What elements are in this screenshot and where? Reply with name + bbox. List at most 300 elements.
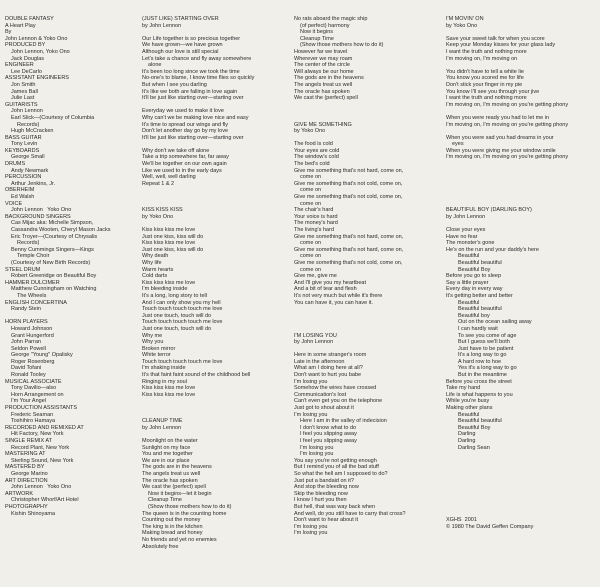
text-line: You say you're not getting enough <box>294 457 377 464</box>
text-line: We cast the (perfect) spell <box>142 484 206 491</box>
text-line: Absolutely free <box>142 543 179 550</box>
text-line: What am I doing here at all? <box>294 365 363 372</box>
text-line: Kiss kiss kiss me love <box>142 227 196 233</box>
text-line <box>446 504 596 511</box>
text-line: Our Life together is so precious together <box>142 35 241 42</box>
text-line <box>142 398 290 405</box>
text-line: It's time to spread our wings and fly <box>142 121 229 128</box>
text-line: Why can't we be making love nice and easy <box>142 114 249 121</box>
text-line: And a bit of tear and flesh <box>294 286 357 293</box>
text-line: He's on the run and your daddy's here <box>446 246 539 253</box>
text-line: You can have it, you can have it. <box>294 299 373 306</box>
text-line: Out on the ocean sailing away <box>458 319 532 326</box>
text-line: And I can only show you my hell <box>142 299 221 306</box>
text-line: Don't let another day go by my love <box>142 128 229 135</box>
text-line: by John Lennon <box>142 22 182 29</box>
text-line: BEAUTIFUL BOY (DARLING BOY) <box>446 207 532 214</box>
text-line: Warm hearts <box>142 266 174 273</box>
text-line: The monster's gone <box>446 240 495 247</box>
text-line: Christopher Whorf/Art Hotel <box>11 497 79 504</box>
text-line <box>142 141 290 148</box>
text-line: But when I see you darling <box>142 81 207 88</box>
text-line: Sunlight on my face <box>142 444 191 451</box>
text-line: Your eyes are cold <box>294 147 340 154</box>
text-line: I'm moving on, I'm moving on you're getting phony <box>446 121 569 128</box>
text-line: The angels treat us well <box>142 470 201 477</box>
text-line: Just one touch, touch will do <box>142 312 212 319</box>
text-line <box>294 313 444 320</box>
text-line: Just put a bandaid on it? <box>294 477 354 484</box>
text-line: The living's hard <box>294 227 334 233</box>
text-line: Give me something that's not hard, come on, <box>294 246 404 253</box>
text-line: I'm shaking inside <box>142 365 186 372</box>
text-line: Before you cross the street <box>446 378 512 385</box>
text-line: Beautiful beautiful <box>458 418 502 425</box>
text-line: come on <box>300 266 322 273</box>
text-line: Arthur Jenkins, Jr. <box>11 180 56 187</box>
text-line: Kiss kiss kiss me love <box>142 240 196 247</box>
text-line: Records) <box>17 121 40 128</box>
text-line: John Lennon Yoko Ono <box>11 207 72 214</box>
text-line: I'm losing you <box>294 378 328 385</box>
text-line: Why you <box>142 339 164 346</box>
text-line: Hit Factory, New York <box>11 431 64 438</box>
text-line: Don't want to hurt you babe <box>294 372 362 379</box>
text-line: John Lennon Yoko Ono <box>11 484 72 491</box>
text-line: Cleanup Time <box>148 497 182 504</box>
text-line: DRUMS <box>5 161 26 168</box>
text-line: The food is cold <box>294 141 333 148</box>
text-line: It's getting better and better <box>446 292 513 299</box>
text-line: come on <box>300 240 322 247</box>
text-line: ENGLISH CONCERTINA <box>5 299 67 306</box>
text-line: And stop the bleeding now <box>294 484 359 491</box>
text-line <box>294 306 444 313</box>
text-line: Yes it's a long way to go <box>458 365 517 372</box>
text-line: Every day in every way <box>446 286 503 293</box>
text-line: A Heart Play <box>5 22 36 29</box>
text-line: Moonlight on the water <box>142 438 198 444</box>
text-line <box>446 108 596 115</box>
text-line: Lee DeCarlo <box>11 68 42 75</box>
text-line: It'll be just like starting over—starting over <box>142 95 244 102</box>
text-line: Here in some stranger's room <box>294 352 367 359</box>
text-line: Making bread and honey <box>142 530 203 537</box>
text-line: No-one's to blame, I know time flies so quickly <box>142 75 255 82</box>
text-line: Somehow the wires have crossed <box>294 385 377 392</box>
text-line <box>446 220 596 227</box>
text-line: MASTERING AT <box>5 451 46 458</box>
text-line: Touch touch touch touch me love <box>142 306 223 313</box>
text-line: I can hardly wait <box>458 325 498 332</box>
text-line: The money's hard <box>294 220 338 227</box>
text-line <box>446 471 596 478</box>
text-line: You didn't have to tell a white lie <box>446 68 524 75</box>
text-line: John Parran <box>11 339 41 346</box>
text-line: But I guess we'll both <box>458 339 510 346</box>
text-line: The chair's hard <box>294 207 334 214</box>
text-line: Roger Rosenberg <box>11 358 55 365</box>
text-line: Kishin Shinoyama <box>11 510 56 517</box>
text-line <box>446 201 596 208</box>
text-line: I don't know what to do <box>300 424 357 431</box>
text-line: Late in the afternoon <box>294 358 345 365</box>
text-line: STEEL DRUM <box>5 266 41 273</box>
text-line <box>142 201 290 208</box>
text-line: Julie Last <box>11 95 35 102</box>
text-line: come on <box>300 200 322 207</box>
text-line: Your voice is hard <box>294 213 338 220</box>
text-line: Give me something that's not hard, come on, <box>294 167 404 174</box>
text-line <box>446 491 596 498</box>
text-line: PHOTOGRAPHY <box>5 503 48 510</box>
text-line: Counting out the money <box>142 517 201 524</box>
text-line: Let's take a chance and fly away somewhere <box>142 55 252 62</box>
text-line: Here I am in the valley of indecision <box>300 418 387 425</box>
text-line: BASS GUITAR <box>5 134 42 141</box>
text-line: Beautiful boy <box>458 312 490 319</box>
text-line: Cold darts <box>142 273 168 280</box>
text-line: Just one touch, touch will do <box>142 325 212 332</box>
text-line <box>142 405 290 412</box>
text-line: Now it begins <box>300 29 334 36</box>
text-line: I'm losing you <box>300 451 334 458</box>
text-line: alone <box>148 62 162 69</box>
text-line: BACKGROUND SINGERS <box>5 213 71 220</box>
text-line: Grant Hungerford <box>11 332 54 339</box>
text-line: It's that faint faint sound of the childhood bell <box>142 372 251 379</box>
text-line: ASSISTANT ENGINEERS <box>5 75 69 82</box>
text-line: The window's cold <box>294 154 339 161</box>
text-line: ART DIRECTION <box>5 477 48 484</box>
text-line: Have no fear <box>446 233 478 240</box>
text-line <box>142 220 290 227</box>
text-line: Communication's lost <box>294 391 347 398</box>
text-line: Randy Stein <box>11 306 41 313</box>
text-line: The Wheels <box>17 292 47 299</box>
text-line: come on <box>300 253 322 260</box>
text-line: I'm losing you <box>294 530 328 537</box>
text-line: Don't want to hear about it <box>294 517 359 524</box>
text-line: Seldon Powell <box>11 345 46 352</box>
text-line: George "Young" Opalisky <box>11 352 73 359</box>
text-line: GUITARISTS <box>5 101 38 108</box>
text-line: The queen is in the counting home <box>142 510 227 517</box>
text-line: John Lennon <box>11 108 43 115</box>
text-line: But I remind you of all the bad stuff <box>294 464 379 471</box>
text-line: Just have to be patient <box>458 345 514 352</box>
text-line: Why don't we take off alone <box>142 147 210 154</box>
text-line <box>446 484 596 491</box>
text-line: © 1980 The David Geffen Company <box>446 523 534 530</box>
text-line: It's not very much but while it's there <box>294 292 383 299</box>
text-line: Give me something that's not cold, come on, <box>294 259 403 266</box>
text-line: The bed's cold <box>294 161 330 168</box>
text-line: Cleanup Time <box>300 35 334 42</box>
text-line <box>5 313 140 320</box>
text-line: by Yoko Ono <box>142 213 174 220</box>
text-line <box>294 115 444 122</box>
text-line: George Marino <box>11 470 48 477</box>
text-line: Beautiful <box>458 253 480 260</box>
text-line: I'm losing you <box>294 523 328 530</box>
text-line: Before you go to sleep <box>446 273 502 280</box>
text-line <box>446 62 596 69</box>
text-line: Kiss kiss kiss me love <box>142 385 196 392</box>
text-line <box>446 451 596 458</box>
text-line: John Lennon & Yoko Ono <box>5 35 68 42</box>
text-line: Record Plant, New York <box>11 444 70 451</box>
text-line: Sterling Sound, New York <box>11 457 74 464</box>
text-line: VOICE <box>5 200 23 207</box>
lyrics-column-4 <box>446 16 596 530</box>
text-line: Matthew Cunningham on Watching <box>11 286 97 293</box>
text-line: Darling <box>458 438 476 444</box>
text-line: (of perfect) harmony <box>300 22 350 29</box>
text-line: Repeat 1 & 2 <box>142 180 175 187</box>
text-line: Making other plans <box>446 405 493 412</box>
text-line: PRODUCTION ASSISTANTS <box>5 405 78 412</box>
lyrics-column-2 <box>142 16 290 550</box>
text-line: To see you come of age <box>458 332 517 339</box>
text-line: When you were ready you had to let me in <box>446 114 550 121</box>
text-line: by Yoko Ono <box>294 128 326 135</box>
text-line: Just got to shout about it <box>294 405 354 412</box>
text-line: No friends and yet no enemies <box>142 536 217 543</box>
credits-column <box>5 16 140 517</box>
text-line: I'm Your Angel <box>11 398 46 405</box>
text-line: (Courtesy of New Birth Records) <box>11 259 91 266</box>
text-line: Ed Walsh <box>11 194 35 201</box>
text-line: KISS KISS KISS <box>142 207 183 214</box>
text-line: Frederic Seaman <box>11 411 54 418</box>
text-line: Beautiful <box>458 299 480 306</box>
text-line: Take a trip somewhere far, far away <box>142 154 229 161</box>
text-line: Hugh McCracken <box>11 128 54 135</box>
text-line: Tony Levin <box>11 141 38 148</box>
text-line <box>294 346 444 353</box>
text-line: (Show those mothers how to do it) <box>148 503 232 510</box>
text-line <box>446 161 596 168</box>
text-line: And I'll give you my heartbeat <box>294 279 366 286</box>
text-line: Can't even get you on the telephone <box>294 398 383 405</box>
text-line: Now it begins—let it begin <box>148 490 212 497</box>
text-line <box>294 326 444 333</box>
text-line: Although our love is still special <box>142 48 219 55</box>
text-line: Earl Slick—(Courtesy of Columbia <box>11 114 95 121</box>
text-line: by John Lennon <box>142 424 182 431</box>
text-line <box>142 412 290 419</box>
text-line: We cast the (perfect) spell <box>294 95 358 102</box>
text-line: Howard Johnson <box>11 325 53 332</box>
text-line: I want the truth and nothing more <box>446 95 527 102</box>
text-line: Toshihiro Hamaya <box>11 418 56 425</box>
text-line: SINGLE REMIX AT <box>5 438 52 444</box>
text-line: come on <box>300 174 322 181</box>
text-line: Keep your Monday kisses for your glass lady <box>446 42 556 49</box>
text-line: Life is what happens to you <box>446 391 513 398</box>
text-line: But hell, that was way back when <box>294 503 376 510</box>
text-line: While you're busy <box>446 398 490 405</box>
text-line <box>446 29 596 36</box>
text-line: Why me <box>142 332 163 339</box>
text-line: George Small <box>11 154 45 161</box>
text-line: Give me something that's not hard, come on, <box>294 233 404 240</box>
text-line <box>446 181 596 188</box>
text-line: I'm bleeding inside <box>142 286 188 293</box>
text-line: I want the truth and nothing more <box>446 48 527 55</box>
text-line: come on <box>300 187 322 194</box>
text-line: by Yoko Ono <box>446 22 478 29</box>
text-line: Ringing in my soul <box>142 378 187 385</box>
text-line <box>142 102 290 109</box>
text-line <box>446 194 596 201</box>
text-line: Just one kiss, kiss will do <box>142 246 204 253</box>
text-line <box>446 458 596 465</box>
text-line: It'll be just like starting over—starting over <box>142 134 244 141</box>
text-line <box>446 187 596 194</box>
text-line: Give me, give me <box>294 273 337 280</box>
text-line: A hard row to hoe <box>458 358 502 365</box>
text-line <box>446 464 596 471</box>
text-line: PERCUSSION <box>5 174 42 181</box>
text-line: DOUBLE FANTASY <box>5 16 54 22</box>
text-line: David Tofani <box>11 365 42 372</box>
text-line: Temple Choir <box>17 253 50 260</box>
text-line: Horn Arrangement on <box>11 391 64 398</box>
text-line: Skip the bleeding now <box>294 490 348 497</box>
text-line: Jon Smith <box>11 81 36 88</box>
text-line <box>446 511 596 518</box>
text-line: Cassandra Wooten, Cheryl Mason Jacks <box>11 227 111 233</box>
text-line: Robert Greenidge on Beautiful Boy <box>11 273 97 280</box>
text-line: The gods are in the heavens <box>142 464 212 471</box>
text-line: Records) <box>17 240 40 247</box>
text-line: The oracle has spoken <box>294 88 350 95</box>
text-line: Broken mirror <box>142 345 176 352</box>
text-line: However far we travel <box>294 48 348 55</box>
text-line: Beautiful beautiful <box>458 306 502 313</box>
text-line <box>142 29 290 36</box>
text-line <box>142 194 290 201</box>
text-line: Just one kiss, kiss will do <box>142 233 204 240</box>
text-line: (Show those mothers how to do it) <box>300 42 384 49</box>
text-line <box>294 319 444 326</box>
text-line: I'm moving on, I'm moving on you're getting phony <box>446 101 569 108</box>
text-line: I'M MOVIN' ON <box>446 16 484 22</box>
text-line: But in the meantime <box>458 372 507 379</box>
text-line: James Ball <box>11 88 38 95</box>
text-line: OBERHEIM <box>5 187 35 194</box>
text-line: Give me something that's not cold, come on, <box>294 194 403 201</box>
text-line: And well, do you still have to carry that cross? <box>294 510 406 517</box>
text-line: CLEANUP TIME <box>142 418 183 425</box>
text-line: When you were giving me your window smile <box>446 147 556 154</box>
text-line: Wherever we may roam <box>294 55 353 62</box>
text-line <box>446 128 596 135</box>
text-line <box>142 187 290 194</box>
text-line: The oracle has spoken <box>142 477 198 484</box>
text-line: Touch touch touch touch me love <box>142 319 223 326</box>
text-line: Give me something that's not cold, come on, <box>294 180 403 187</box>
text-line: Beautiful beautiful <box>458 259 502 266</box>
text-line: MUSICAL ASSOCIATE <box>5 378 62 385</box>
text-line: It's a long, long story to tell <box>142 292 207 299</box>
text-line: I know I hurt you then <box>294 497 347 504</box>
text-line: We are in our place <box>142 457 190 464</box>
text-line: HORN PLAYERS <box>5 319 48 326</box>
text-line: by John Lennon <box>446 213 486 220</box>
text-line: We have grown—we have grown <box>142 42 223 49</box>
text-line: When you were sad you had dreams in your <box>446 134 554 141</box>
text-line: Darling <box>458 431 476 438</box>
text-line <box>446 174 596 181</box>
text-line: Will always be our home <box>294 68 354 75</box>
text-line: No rats aboard the magic ship <box>294 16 368 22</box>
text-line: Eric Troyer—(Courtesy of Chrysalis <box>11 233 98 240</box>
text-line: ARTWORK <box>5 490 34 497</box>
text-line <box>142 431 290 438</box>
text-line: The king is in the kitchen <box>142 523 203 530</box>
text-line: I feel you slipping away <box>300 431 357 438</box>
text-line: You and me together <box>142 451 193 458</box>
text-line: Why life <box>142 259 162 266</box>
text-line: John Lennon, Yoko Ono <box>11 48 70 55</box>
text-line: The angels treat us well <box>294 81 353 88</box>
text-line: You know I'll see you through your jive <box>446 88 540 95</box>
text-line: Benny Cummings Singers—Kings <box>11 246 94 253</box>
text-line: (JUST LIKE) STARTING OVER <box>142 16 219 22</box>
text-line: ENGINEER <box>5 62 34 69</box>
text-line: Tony Davilio—also <box>11 385 57 392</box>
text-line: KEYBOARDS <box>5 147 40 154</box>
text-line <box>446 168 596 175</box>
text-line: Darling Sean <box>458 444 490 451</box>
text-line: Beautiful <box>458 411 480 418</box>
text-line: PRODUCED BY <box>5 42 46 49</box>
text-line: XGHS 2001 <box>446 517 477 524</box>
text-line: I'm moving on, I'm moving on <box>446 55 518 62</box>
text-line: By <box>5 29 12 36</box>
text-line: MASTERED BY <box>5 464 45 471</box>
text-line: Say a little prayer <box>446 279 489 286</box>
text-line: I'm losing you <box>294 411 328 418</box>
text-line: So what the hell am I supposed to do? <box>294 470 388 477</box>
text-line: I'm moving on, I'm moving on you're getting phony <box>446 154 569 161</box>
text-line: I'M LOSING YOU <box>294 332 337 339</box>
text-line: It's a long way to go <box>458 352 507 359</box>
text-line: Jack Douglas <box>11 55 45 62</box>
text-line <box>294 108 444 115</box>
text-line: HAMMER DULCIMER <box>5 279 60 286</box>
text-line: Why death <box>142 253 169 260</box>
text-line: Ronald Tooley <box>11 372 46 379</box>
text-line: Cas Mijac aka: Michelle Simpson, <box>11 220 94 227</box>
text-line: Close your eyes <box>446 227 486 233</box>
text-line: Kiss kiss kiss me love <box>142 279 196 286</box>
text-line: You know you scored me for life <box>446 75 524 82</box>
text-line: The center of the circle <box>294 62 350 69</box>
text-line: White terror <box>142 352 171 359</box>
text-line: It's like we both are falling in love again <box>142 88 238 95</box>
text-line: Touch touch touch touch me love <box>142 358 223 365</box>
text-line: Save your sweet talk for when you score <box>446 35 545 42</box>
text-line: Kiss kiss kiss me love <box>142 391 196 398</box>
text-line: Everyday we used to make it love <box>142 108 224 115</box>
text-line: Beautiful Boy <box>458 266 491 273</box>
lyrics-column-3 <box>294 16 444 537</box>
text-line: The gods are in the heavens <box>294 75 364 82</box>
